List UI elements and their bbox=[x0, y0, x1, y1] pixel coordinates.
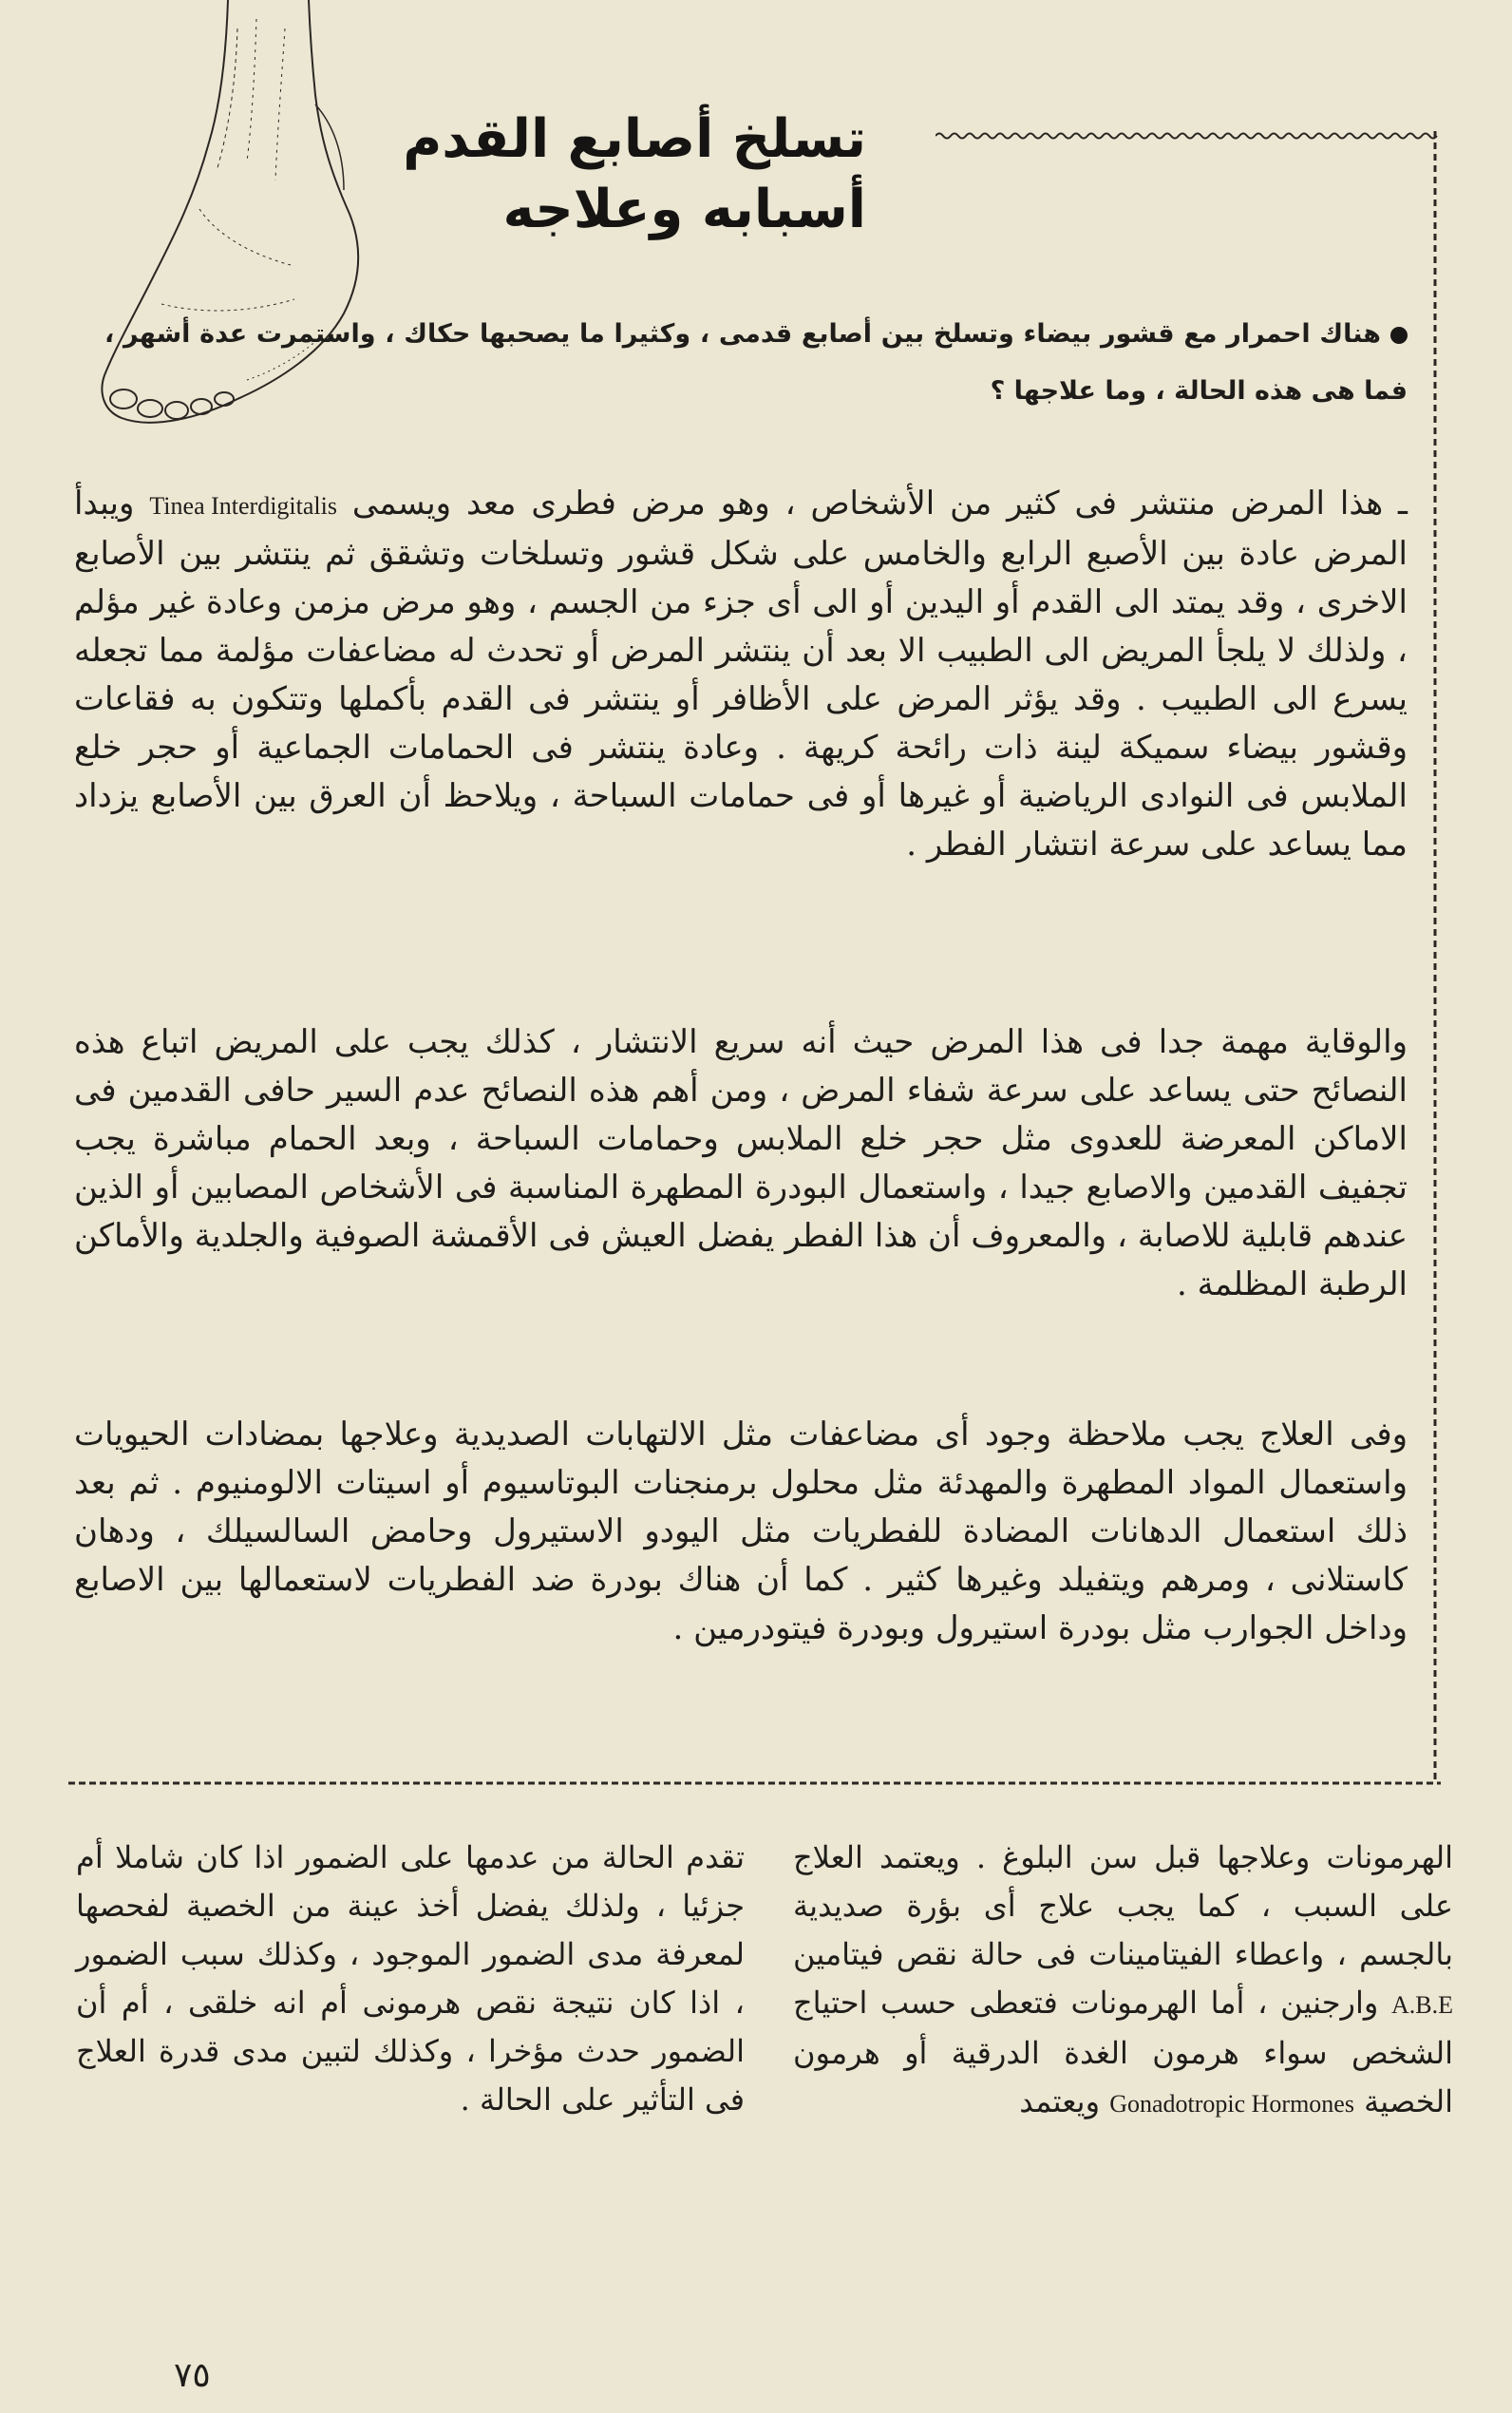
paragraph-1-intro: ـ هذا المرض منتشر فى كثير من الأشخاص ، وهو مرض فطرى معد ويسمى bbox=[351, 484, 1408, 522]
title-line-2: أسبابه وعلاجه bbox=[502, 179, 866, 240]
frame-top-border bbox=[936, 131, 1441, 141]
continuation-right-column bbox=[793, 1834, 1453, 2128]
bullet-icon bbox=[1390, 327, 1408, 344]
article-title bbox=[403, 104, 866, 245]
right-column-text-1: الهرمونات وعلاجها قبل سن البلوغ . ويعتمد العلاج على السبب ، كما يجب علاج أى بؤرة صديدية بالجسم ، واعطاء الفيتامينات فى حالة نقص فيتامين bbox=[793, 1839, 1453, 1972]
continuation-left-column: تقدم الحالة من عدمها على الضمور اذا كان شاملا أم جزئيا ، ولذلك يفضل أخذ عينة من الخصية لفحصها لمعرفة مدى الضمور الموجود ، وكذلك سبب الضمور ، اذا كان نتيجة نقص هرمونى أم انه خلقى ، أم أن الضمور حدث مؤخرا ، وكذلك لتبين مدى قدرة العلاج فى التأثير على الحالة . bbox=[76, 1839, 745, 2118]
latin-term: Tinea Interdigitalis bbox=[149, 492, 337, 520]
answer-paragraph-2: والوقاية مهمة جدا فى هذا المرض حيث أنه سريع الانتشار ، كذلك يجب على المريض اتباع هذه النصائح حتى يساعد على سرعة شفاء المرض ، ومن أهم هذه النصائح عدم السير حافى القدمين فى الاماكن المعرضة للعدوى مثل حجر خلع الملابس وحمامات السباحة ، وبعد الحمام مباشرة يجب تجفيف القدمين والاصابع جيدا ، واستعمال البودرة المطهرة المناسبة فى الأشخاص المصابين أو الذين عندهم قابلية للاصابة ، والمعروف أن هذا الفطر يفضل العيش فى الأقمشة الصوفية والجلدية والأماكن الرطبة المظلمة . bbox=[74, 1023, 1408, 1303]
frame-right-border bbox=[1429, 131, 1441, 1784]
question-text: هناك احمرار مع قشور بيضاء وتسلخ بين أصابع قدمى ، وكثيرا ما يصحبها حكاك ، واستمرت عدة أشهر ، فما هى هذه الحالة ، وما علاجها ؟ bbox=[104, 319, 1408, 406]
right-column-text-2: وارجنين ، أما الهرمونات فتعطى حسب احتياج الشخص سواء هرمون الغدة الدرقية أو هرمون الخصية bbox=[793, 1985, 1453, 2119]
paragraph-1-text: ويبدأ المرض عادة بين الأصبع الرابع والخامس على شكل قشور وتسلخات وتشقق ثم ينتشر بين الأصابع الاخرى ، وقد يمتد الى القدم أو اليدين أو الى أى جزء من الجسم ، وهو مرض مزمن وعادة غير مؤلم ، ولذلك لا يلجأ المريض الى الطبيب الا بعد أن ينتشر المرض أو تحدث له مضاعفات مؤلمة مما تجعله يسرع الى الطبيب . وقد يؤثر المرض على الأظافر أو ينتشر فى القدم بأكملها وتتكون به فقاعات وقشور بيضاء سميكة لينة ذات رائحة كريهة . وعادة ينتشر فى الحمامات الجماعية أو حجر خلع الملابس فى النوادى الرياضية أو غيرها أو فى حمامات السباحة ، ويلاحظ أن العرق بين الأصابع يزداد مما يساعد على سرعة انتشار الفطر . bbox=[74, 484, 1408, 864]
reader-question bbox=[104, 306, 1408, 420]
page-number: ٧٥ bbox=[174, 2356, 211, 2395]
right-column-text-3: ويعتمد bbox=[1019, 2083, 1101, 2119]
answer-paragraph-3: وفى العلاج يجب ملاحظة وجود أى مضاعفات مثل الالتهابات الصديدية وعلاجها بمضادات الحيويات واستعمال المواد المطهرة والمهدئة مثل محلول برمنجنات البوتاسيوم أو اسيتات الالومنيوم . ثم بعد ذلك استعمال الدهانات المضادة للفطريات مثل اليودو الاستيرول وحامض السالسيلك ، ودهان كاستلانى ، ومرهم ويتفيلد وغيرها كثير . كما أن هناك بودرة ضد الفطريات لاستعمالها بين الاصابع وداخل الجوارب مثل بودرة استيرول وبودرة فيتودرمين . bbox=[74, 1416, 1408, 1647]
vitamin-abe-term: A.B.E bbox=[1391, 1991, 1454, 2019]
title-line-1: تسلخ أصابع القدم bbox=[403, 108, 866, 170]
frame-bottom-border bbox=[68, 1778, 1441, 1788]
answer-paragraph-1 bbox=[74, 480, 1408, 869]
gonadotropic-term: Gonadotropic Hormones bbox=[1109, 2090, 1354, 2118]
